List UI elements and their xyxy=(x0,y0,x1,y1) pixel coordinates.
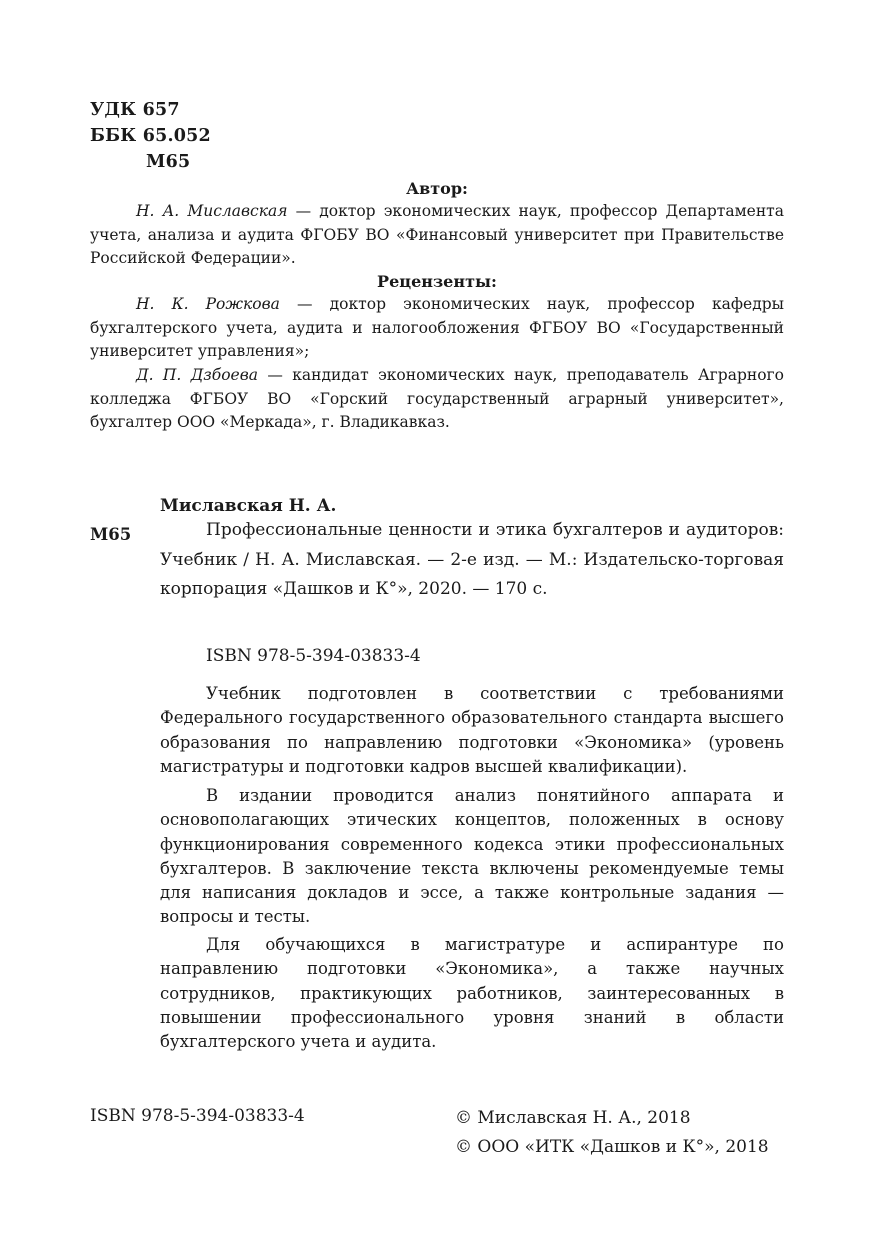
reviewer-description: — кандидат экономических наук, преподаватель Аграрного колледжа ФГБОУ ВО «Горский государственный аграрный университет», бухгалтер ООО «Меркада», г. Владикавказ. xyxy=(90,366,785,431)
reviewer-description: — доктор экономических наук, профессор кафедры бухгалтерского учета, аудита и налогообложения ФГБОУ ВО «Государственный университет управления»; xyxy=(90,295,784,360)
author-heading: Автор: xyxy=(406,179,468,198)
footer-isbn: ISBN 978-5-394-03833-4 xyxy=(90,1106,305,1126)
copyright-author: © Миславская Н. А., 2018 xyxy=(455,1108,691,1128)
author-paragraph xyxy=(90,200,784,271)
annotation-paragraph-1: Учебник подготовлен в соответствии с требованиями Федерального государственного образовательного стандарта высшего образования по направлению подготовки «Экономика» (уровень магистратуры и подготовки кадров высшей квалификации). xyxy=(160,684,784,776)
bbk-code: ББК 65.052 xyxy=(90,126,211,146)
catalog-code: М65 xyxy=(90,525,132,544)
author-name: Н. А. Миславская xyxy=(136,202,288,220)
reviewer-name: Н. К. Рожкова xyxy=(136,295,280,313)
annotation-paragraph-2: В издании проводится анализ понятийного аппарата и основополагающих этических концептов, положенных в основу функционирования современного кодекса этики профессиональных бухгалтеров. В заключение текста включены рекомендуемые темы для написания докладов и эссе, а также контрольные задания — вопросы и тесты. xyxy=(160,786,784,927)
author-description: — доктор экономических наук, профессор Департамента учета, анализа и аудита ФГОБУ ВО «Финансовый университет при Правительстве Российской Федерации». xyxy=(90,202,784,267)
reviewers-heading: Рецензенты: xyxy=(377,272,497,291)
catalog-description: Профессиональные ценности и этика бухгалтеров и аудиторов: Учебник / Н. А. Миславская. — 2-е изд. — М.: Издательско-торговая корпорация «Дашков и К°», 2020. — 170 с. xyxy=(160,520,784,599)
copyright-publisher: © ООО «ИТК «Дашков и К°», 2018 xyxy=(455,1137,769,1157)
reviewer-name: Д. П. Дзбоева xyxy=(136,366,258,384)
catalog-author: Миславская Н. А. xyxy=(160,496,337,516)
reviewer-paragraph-2 xyxy=(90,364,784,435)
reviewer-paragraph-1 xyxy=(90,293,784,364)
catalog-isbn: ISBN 978-5-394-03833-4 xyxy=(206,646,421,666)
author-mark-code: М65 xyxy=(146,152,191,172)
udk-code: УДК 657 xyxy=(90,100,180,120)
annotation-paragraph-3: Для обучающихся в магистратуре и аспирантуре по направлению подготовки «Экономика», а также научных сотрудников, практикующих работников, заинтересованных в повышении профессионального уровня знаний в области бухгалтерского учета и аудита. xyxy=(160,935,784,1052)
